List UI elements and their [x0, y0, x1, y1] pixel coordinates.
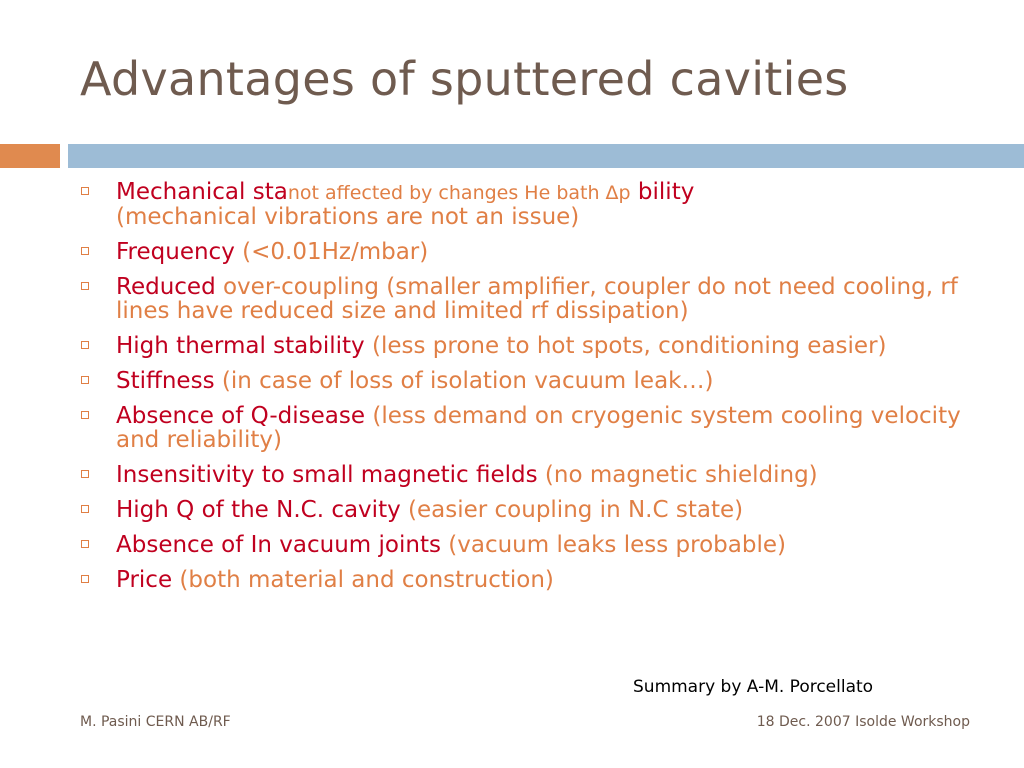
- square-bullet-icon: [81, 282, 89, 290]
- bullet-head: Price: [116, 567, 173, 593]
- bullet-item: [80, 404, 980, 452]
- bullet-item: [80, 498, 980, 522]
- square-bullet-icon: [81, 411, 89, 419]
- bullet-detail: (vacuum leaks less probable): [440, 532, 786, 558]
- square-bullet-icon: [81, 247, 89, 255]
- bullet-head: High thermal stability: [116, 333, 365, 359]
- bullet-detail: (less demand on cryogenic system cooling velocity and reliability): [116, 403, 961, 453]
- bullet-head-end: bility: [630, 179, 695, 205]
- bullet-detail: (less prone to hot spots, conditioning easier): [364, 333, 887, 359]
- bullet-detail: (both material and construction): [172, 567, 554, 593]
- bullet-head: Absence of Q-disease: [116, 403, 366, 429]
- bullet-head: Absence of In vacuum joints: [116, 532, 441, 558]
- square-bullet-icon: [81, 376, 89, 384]
- bullet-detail: (easier coupling in N.C state): [400, 497, 744, 523]
- bullet-head: High Q of the N.C. cavity: [116, 497, 401, 523]
- bullet-item: [80, 533, 980, 557]
- bullet-item: [80, 568, 980, 592]
- bullet-item: [80, 463, 980, 487]
- bullet-head: Reduced: [116, 274, 216, 300]
- square-bullet-icon: [81, 505, 89, 513]
- footer-date-event: 18 Dec. 2007 Isolde Workshop: [756, 714, 970, 730]
- square-bullet-icon: [81, 470, 89, 478]
- square-bullet-icon: [81, 187, 89, 195]
- summary-caption: Summary by A-M. Porcellato: [633, 677, 874, 697]
- bullet-list: [80, 180, 980, 603]
- bullet-item: [80, 180, 980, 229]
- title-divider-bar: [68, 144, 1024, 168]
- bullet-detail: (in case of loss of isolation vacuum leak…): [214, 368, 714, 394]
- bullet-head: Insensitivity to small magnetic fields: [116, 462, 538, 488]
- bullet-head: Frequency: [116, 239, 235, 265]
- bullet-item: [80, 240, 980, 264]
- slide-title: Advantages of sputtered cavities: [80, 52, 849, 106]
- square-bullet-icon: [81, 575, 89, 583]
- bullet-item: [80, 275, 980, 323]
- title-accent-bar: [0, 144, 60, 168]
- square-bullet-icon: [81, 341, 89, 349]
- bullet-inline-note: not affected by changes He bath Δp: [287, 182, 631, 204]
- bullet-detail: (mechanical vibrations are not an issue): [116, 204, 580, 230]
- bullet-item: [80, 369, 980, 393]
- bullet-item: [80, 334, 980, 358]
- bullet-head: Stiffness: [116, 368, 215, 394]
- square-bullet-icon: [81, 540, 89, 548]
- bullet-head: Mechanical sta: [116, 179, 288, 205]
- bullet-detail: (no magnetic shielding): [537, 462, 818, 488]
- bullet-detail: (<0.01Hz/mbar): [234, 239, 429, 265]
- footer-author: M. Pasini CERN AB/RF: [80, 714, 231, 730]
- bullet-detail: over-coupling (smaller amplifier, coupler do not need cooling, rf lines have reduced size and limited rf dissipation): [116, 274, 958, 324]
